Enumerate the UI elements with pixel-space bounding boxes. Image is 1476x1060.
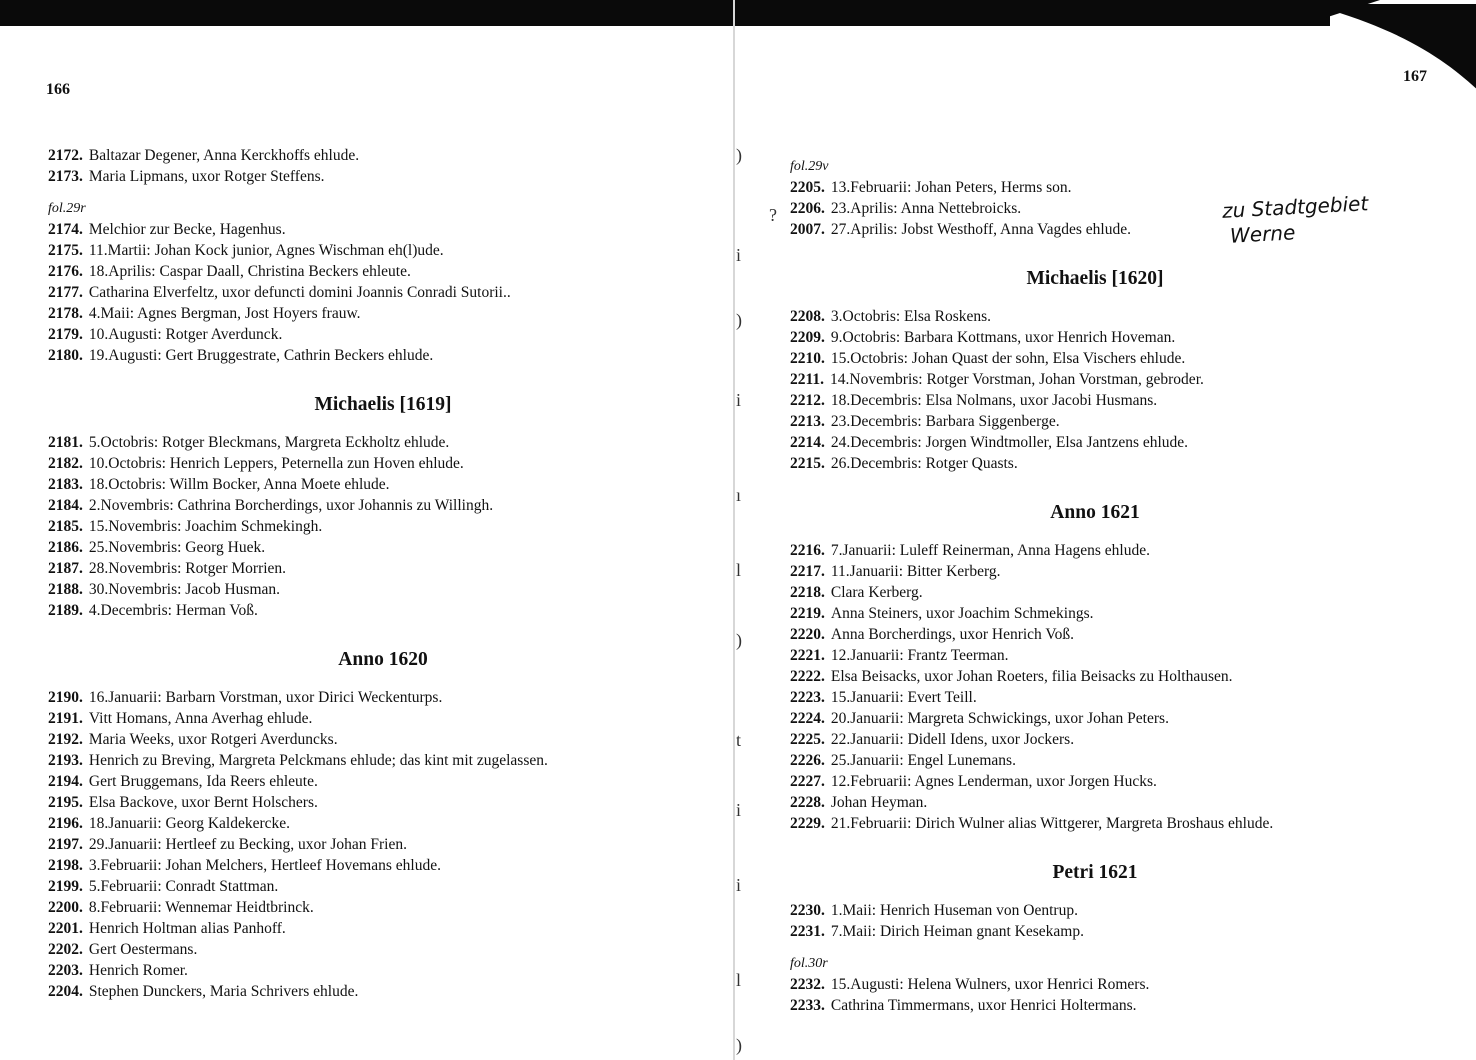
entry-text: 29.Januarii: Hertleef zu Becking, uxor Johan Frien. bbox=[88, 836, 407, 853]
entry-text: 16.Januarii: Barbarn Vorstman, uxor Dirici Weckenturps. bbox=[88, 689, 443, 706]
entry-text: Gert Bruggemans, Ida Reers ehleute. bbox=[88, 773, 318, 790]
register-entry bbox=[48, 145, 718, 166]
entry-number: 2179. bbox=[48, 326, 83, 343]
gutter-mark: l bbox=[736, 970, 742, 990]
entry-number: 2181. bbox=[48, 434, 83, 451]
entry-number: 2199. bbox=[48, 878, 83, 895]
entry-text: 25.Januarii: Engel Lunemans. bbox=[830, 752, 1016, 769]
section-heading: Anno 1621 bbox=[1050, 502, 1140, 523]
entry-text: 18.Octobris: Willm Bocker, Anna Moete ehlude. bbox=[88, 476, 390, 493]
right-page-text bbox=[790, 145, 1400, 1016]
entry-number: 2208. bbox=[790, 308, 825, 325]
register-entry bbox=[48, 771, 718, 792]
entry-number: 2233. bbox=[790, 997, 825, 1014]
entry-number: 2183. bbox=[48, 476, 83, 493]
gutter-mark: i bbox=[736, 800, 742, 820]
entry-text: 5.Februarii: Conradt Stattman. bbox=[88, 878, 279, 895]
entry-text: Baltazar Degener, Anna Kerckhoffs ehlude. bbox=[88, 147, 360, 164]
folio-marker: fol.30r bbox=[790, 956, 828, 971]
entry-text: 2.Novembris: Cathrina Borcherdings, uxor Johannis zu Willingh. bbox=[88, 497, 494, 514]
entry-number: 2184. bbox=[48, 497, 83, 514]
entry-number: 2219. bbox=[790, 605, 825, 622]
entry-number: 2230. bbox=[790, 902, 825, 919]
entry-text: 4.Maii: Agnes Bergman, Jost Hoyers frauw. bbox=[88, 305, 361, 322]
entry-text: 20.Januarii: Margreta Schwickings, uxor Johan Peters. bbox=[830, 710, 1169, 727]
register-entry bbox=[790, 900, 1400, 921]
entry-text: Catharina Elverfeltz, uxor defuncti domini Joannis Conradi Sutorii.. bbox=[88, 284, 511, 301]
entry-text: Henrich Holtman alias Panhoff. bbox=[88, 920, 286, 937]
entry-number: 2201. bbox=[48, 920, 83, 937]
entry-text: Elsa Backove, uxor Bernt Holschers. bbox=[88, 794, 318, 811]
entry-text: 5.Octobris: Rotger Bleckmans, Margreta Eckholtz ehlude. bbox=[88, 434, 450, 451]
entry-number: 2191. bbox=[48, 710, 83, 727]
entry-number: 2206. bbox=[790, 200, 825, 217]
register-entry bbox=[790, 390, 1400, 411]
register-entry bbox=[48, 303, 718, 324]
entry-number: 2007. bbox=[790, 221, 825, 238]
entry-number: 2174. bbox=[48, 221, 83, 238]
entry-number: 2227. bbox=[790, 773, 825, 790]
entry-number: 2173. bbox=[48, 168, 83, 185]
entry-number: 2209. bbox=[790, 329, 825, 346]
entry-number: 2193. bbox=[48, 752, 83, 769]
register-entry bbox=[790, 666, 1400, 687]
entry-number: 2177. bbox=[48, 284, 83, 301]
register-entry bbox=[790, 369, 1400, 390]
handwritten-note-line2: Werne bbox=[1229, 220, 1296, 248]
entry-number: 2205. bbox=[790, 179, 825, 196]
scan-top-band bbox=[0, 0, 1330, 26]
gutter-mark: ) bbox=[736, 310, 742, 330]
gutter-mark: ) bbox=[736, 1035, 742, 1055]
entry-text: 7.Maii: Dirich Heiman gnant Kesekamp. bbox=[830, 923, 1084, 940]
entry-text: 9.Octobris: Barbara Kottmans, uxor Henrich Hoveman. bbox=[830, 329, 1176, 346]
entry-text: Vitt Homans, Anna Averhag ehlude. bbox=[88, 710, 313, 727]
entry-text: 8.Februarii: Wennemar Heidtbrinck. bbox=[88, 899, 314, 916]
entry-number: 2192. bbox=[48, 731, 83, 748]
entry-text: Clara Kerberg. bbox=[830, 584, 923, 601]
entry-text: 1.Maii: Henrich Huseman von Oentrup. bbox=[830, 902, 1078, 919]
register-entry bbox=[790, 411, 1400, 432]
entry-text: 18.Decembris: Elsa Nolmans, uxor Jacobi Husmans. bbox=[830, 392, 1158, 409]
register-entry bbox=[790, 561, 1400, 582]
register-entry bbox=[790, 771, 1400, 792]
register-entry bbox=[48, 240, 718, 261]
entry-number: 2212. bbox=[790, 392, 825, 409]
entry-text: 7.Januarii: Luleff Reinerman, Anna Hagens ehlude. bbox=[830, 542, 1150, 559]
gutter-mark: ı bbox=[736, 485, 742, 505]
entry-text: Elsa Beisacks, uxor Johan Roeters, filia Beisacks zu Holthausen. bbox=[830, 668, 1233, 685]
gutter-mark: ) bbox=[736, 145, 742, 165]
section-heading: Michaelis [1620] bbox=[1026, 268, 1164, 289]
register-entry bbox=[48, 432, 718, 453]
entry-text: Johan Heyman. bbox=[830, 794, 928, 811]
entry-number: 2195. bbox=[48, 794, 83, 811]
entry-number: 2220. bbox=[790, 626, 825, 643]
register-entry bbox=[48, 792, 718, 813]
register-entry bbox=[790, 327, 1400, 348]
entry-text: 12.Februarii: Agnes Lenderman, uxor Jorgen Hucks. bbox=[830, 773, 1157, 790]
entry-text: Gert Oestermans. bbox=[88, 941, 198, 958]
section-heading: Michaelis [1619] bbox=[314, 394, 452, 415]
entry-text: Melchior zur Becke, Hagenhus. bbox=[88, 221, 286, 238]
register-entry bbox=[48, 939, 718, 960]
gutter-mark: i bbox=[736, 875, 742, 895]
entry-number: 2216. bbox=[790, 542, 825, 559]
register-entry bbox=[48, 261, 718, 282]
entry-number: 2198. bbox=[48, 857, 83, 874]
entry-text: 10.Augusti: Rotger Averdunck. bbox=[88, 326, 283, 343]
entry-text: 25.Novembris: Georg Huek. bbox=[88, 539, 266, 556]
entry-text: Henrich zu Breving, Margreta Pelckmans ehlude; das kint mit zugelassen. bbox=[88, 752, 548, 769]
entry-text: 13.Februarii: Johan Peters, Herms son. bbox=[830, 179, 1072, 196]
entry-text: Maria Weeks, uxor Rotgeri Averduncks. bbox=[88, 731, 338, 748]
entry-number: 2186. bbox=[48, 539, 83, 556]
scan-top-edge bbox=[0, 0, 1476, 32]
entry-number: 2194. bbox=[48, 773, 83, 790]
entry-number: 2225. bbox=[790, 731, 825, 748]
entry-text: 24.Decembris: Jorgen Windtmoller, Elsa Jantzens ehlude. bbox=[830, 434, 1189, 451]
register-entry bbox=[48, 495, 718, 516]
entry-text: 27.Aprilis: Jobst Westhoff, Anna Vagdes ehlude. bbox=[830, 221, 1131, 238]
entry-number: 2196. bbox=[48, 815, 83, 832]
entry-text: 26.Decembris: Rotger Quasts. bbox=[830, 455, 1018, 472]
entry-text: Maria Lipmans, uxor Rotger Steffens. bbox=[88, 168, 325, 185]
entry-number: 2187. bbox=[48, 560, 83, 577]
register-entry bbox=[790, 708, 1400, 729]
register-entry bbox=[48, 918, 718, 939]
register-entry bbox=[48, 453, 718, 474]
register-entry bbox=[48, 834, 718, 855]
entry-text: Anna Steiners, uxor Joachim Schmekings. bbox=[830, 605, 1094, 622]
entry-number: 2224. bbox=[790, 710, 825, 727]
entry-number: 2190. bbox=[48, 689, 83, 706]
entry-number: 2202. bbox=[48, 941, 83, 958]
entry-number: 2217. bbox=[790, 563, 825, 580]
entry-text: 23.Decembris: Barbara Siggenberge. bbox=[830, 413, 1060, 430]
register-entry bbox=[790, 645, 1400, 666]
register-entry bbox=[48, 537, 718, 558]
gutter-mark: t bbox=[736, 730, 742, 750]
gutter-mark: l bbox=[736, 560, 742, 580]
register-entry bbox=[48, 166, 718, 187]
right-page-number: 167 bbox=[1403, 68, 1427, 85]
entry-text: 15.Novembris: Joachim Schmekingh. bbox=[88, 518, 323, 535]
entry-number: 2172. bbox=[48, 147, 83, 164]
entry-text: 15.Augusti: Helena Wulners, uxor Henrici Romers. bbox=[830, 976, 1150, 993]
entry-text: 12.Januarii: Frantz Teerman. bbox=[830, 647, 1009, 664]
folio-marker: fol.29v bbox=[790, 159, 829, 174]
register-entry bbox=[790, 729, 1400, 750]
register-entry bbox=[48, 981, 718, 1002]
register-entry bbox=[48, 516, 718, 537]
left-page-text bbox=[48, 145, 718, 1002]
entry-number: 2215. bbox=[790, 455, 825, 472]
register-entry bbox=[48, 750, 718, 771]
register-entry bbox=[790, 432, 1400, 453]
entry-text: 23.Aprilis: Anna Nettebroicks. bbox=[830, 200, 1022, 217]
register-entry bbox=[48, 960, 718, 981]
entry-text: 10.Octobris: Henrich Leppers, Peternella zun Hoven ehlude. bbox=[88, 455, 464, 472]
entry-number: 2182. bbox=[48, 455, 83, 472]
entry-number: 2231. bbox=[790, 923, 825, 940]
entry-text: Anna Borcherdings, uxor Henrich Voß. bbox=[830, 626, 1074, 643]
entry-text: 28.Novembris: Rotger Morrien. bbox=[88, 560, 287, 577]
register-entry bbox=[790, 453, 1400, 474]
entry-number: 2229. bbox=[790, 815, 825, 832]
entry-number: 2228. bbox=[790, 794, 825, 811]
entry-number: 2226. bbox=[790, 752, 825, 769]
register-entry bbox=[790, 540, 1400, 561]
register-entry bbox=[790, 348, 1400, 369]
entry-text: 15.Januarii: Evert Teill. bbox=[830, 689, 977, 706]
register-entry bbox=[790, 582, 1400, 603]
entry-number: 2180. bbox=[48, 347, 83, 364]
register-entry bbox=[790, 974, 1400, 995]
register-entry bbox=[48, 687, 718, 708]
register-entry bbox=[790, 750, 1400, 771]
entry-number: 2223. bbox=[790, 689, 825, 706]
register-entry bbox=[48, 219, 718, 240]
entry-text: 18.Januarii: Georg Kaldekercke. bbox=[88, 815, 291, 832]
entry-text: 14.Novembris: Rotger Vorstman, Johan Vorstman, gebroder. bbox=[830, 371, 1204, 388]
gutter-mark: i bbox=[736, 390, 742, 410]
register-entry bbox=[48, 579, 718, 600]
entry-number: 2210. bbox=[790, 350, 825, 367]
entry-text: Stephen Dunckers, Maria Schrivers ehlude. bbox=[88, 983, 359, 1000]
register-entry bbox=[48, 813, 718, 834]
register-entry bbox=[48, 282, 718, 303]
section-heading: Anno 1620 bbox=[338, 649, 428, 670]
register-entry bbox=[790, 219, 1400, 240]
register-entry bbox=[48, 474, 718, 495]
register-entry bbox=[790, 687, 1400, 708]
register-entry bbox=[790, 921, 1400, 942]
register-entry bbox=[48, 600, 718, 621]
entry-text: 30.Novembris: Jacob Husman. bbox=[88, 581, 281, 598]
handwritten-note-line1: zu Stadtgebiet bbox=[1221, 191, 1369, 223]
gutter-mark: i bbox=[736, 245, 742, 265]
entry-text: 18.Aprilis: Caspar Daall, Christina Beckers ehleute. bbox=[88, 263, 411, 280]
entry-number: 2222. bbox=[790, 668, 825, 685]
register-entry bbox=[790, 624, 1400, 645]
entry-text: 11.Januarii: Bitter Kerberg. bbox=[830, 563, 1001, 580]
entry-text: Cathrina Timmermans, uxor Henrici Holtermans. bbox=[830, 997, 1137, 1014]
entry-text: 15.Octobris: Johan Quast der sohn, Elsa Vischers ehlude. bbox=[830, 350, 1186, 367]
entry-number: 2204. bbox=[48, 983, 83, 1000]
entry-text: 11.Martii: Johan Kock junior, Agnes Wischman eh(l)ude. bbox=[88, 242, 444, 259]
register-entry bbox=[48, 729, 718, 750]
entry-text: 22.Januarii: Didell Idens, uxor Jockers. bbox=[830, 731, 1075, 748]
section-heading: Petri 1621 bbox=[1052, 862, 1138, 883]
entry-number: 2232. bbox=[790, 976, 825, 993]
register-entry bbox=[48, 708, 718, 729]
entry-number: 2203. bbox=[48, 962, 83, 979]
left-page-number: 166 bbox=[46, 81, 70, 98]
entry-number: 2185. bbox=[48, 518, 83, 535]
entry-number: 2211. bbox=[790, 371, 825, 388]
register-entry bbox=[790, 813, 1400, 834]
register-entry bbox=[48, 897, 718, 918]
book-gutter bbox=[733, 0, 735, 1060]
register-entry bbox=[48, 558, 718, 579]
entry-number: 2214. bbox=[790, 434, 825, 451]
entry-number: 2218. bbox=[790, 584, 825, 601]
entry-number: 2213. bbox=[790, 413, 825, 430]
entry-text: Henrich Romer. bbox=[88, 962, 188, 979]
register-entry bbox=[48, 876, 718, 897]
register-entry bbox=[790, 306, 1400, 327]
register-entry bbox=[48, 345, 718, 366]
register-entry bbox=[790, 792, 1400, 813]
entry-number: 2189. bbox=[48, 602, 83, 619]
register-entry bbox=[48, 855, 718, 876]
register-entry bbox=[790, 603, 1400, 624]
entry-number: 2178. bbox=[48, 305, 83, 322]
margin-question-mark: ? bbox=[769, 205, 777, 225]
entry-number: 2176. bbox=[48, 263, 83, 280]
register-entry bbox=[48, 324, 718, 345]
entry-text: 3.Februarii: Johan Melchers, Hertleef Hovemans ehlude. bbox=[88, 857, 441, 874]
entry-number: 2197. bbox=[48, 836, 83, 853]
entry-text: 4.Decembris: Herman Voß. bbox=[88, 602, 258, 619]
register-entry bbox=[790, 995, 1400, 1016]
entry-number: 2221. bbox=[790, 647, 825, 664]
gutter-mark: ) bbox=[736, 630, 742, 650]
entry-number: 2188. bbox=[48, 581, 83, 598]
folio-marker: fol.29r bbox=[48, 201, 86, 216]
entry-text: 19.Augusti: Gert Bruggestrate, Cathrin Beckers ehlude. bbox=[88, 347, 434, 364]
entry-text: 21.Februarii: Dirich Wulner alias Wittgerer, Margreta Broshaus ehlude. bbox=[830, 815, 1274, 832]
entry-text: 3.Octobris: Elsa Roskens. bbox=[830, 308, 992, 325]
entry-number: 2175. bbox=[48, 242, 83, 259]
entry-number: 2200. bbox=[48, 899, 83, 916]
